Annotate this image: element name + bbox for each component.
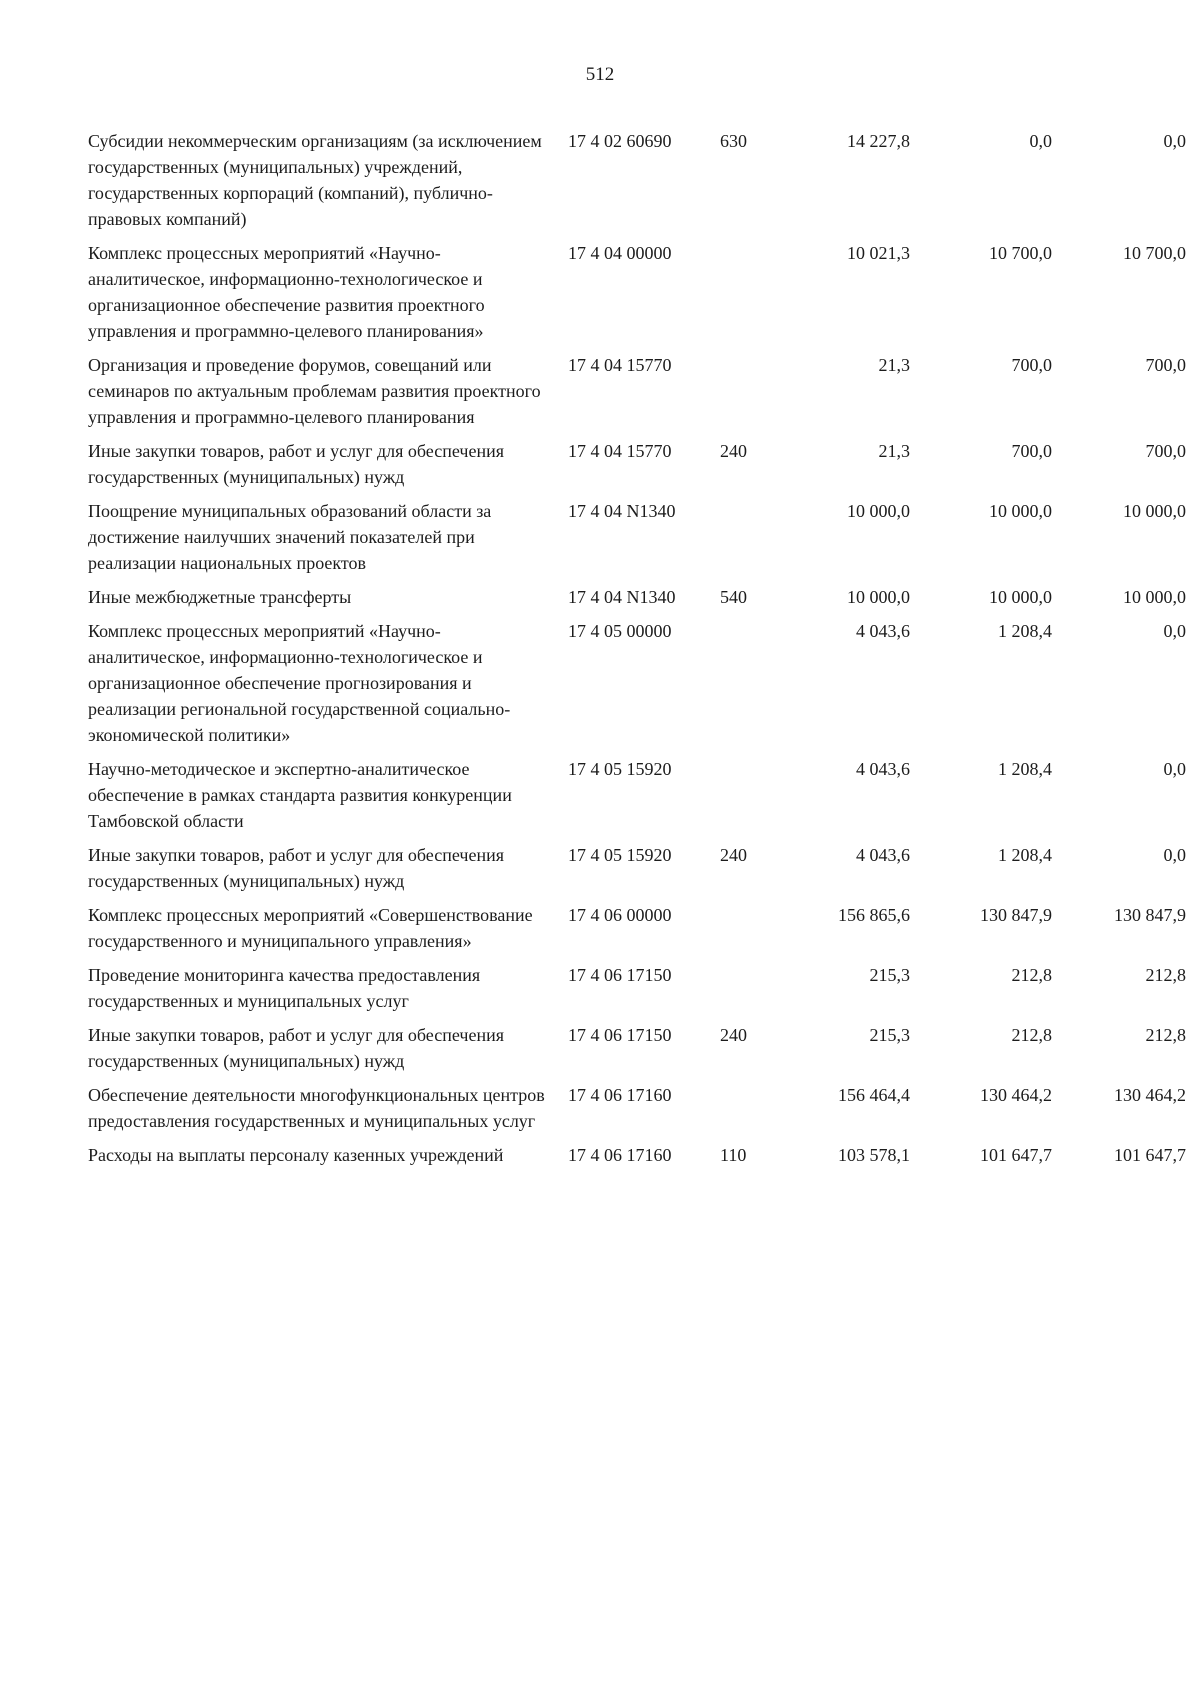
table-row — [88, 352, 1186, 438]
target-article-code: 17 4 05 15920 — [568, 845, 672, 865]
expense-name: Субсидии некоммерческим организациям (за исключением государственных (муниципальных) учреждений, государственных корпораций (компаний), публично-правовых компаний) — [88, 131, 542, 229]
expense-type-code: 110 — [720, 1145, 747, 1165]
table-row — [88, 584, 1186, 618]
target-article-code: 17 4 06 17150 — [568, 1025, 672, 1045]
amount-year-1: 4 043,6 — [856, 621, 910, 641]
expense-type-code — [720, 902, 768, 962]
expense-type-code — [720, 352, 768, 438]
amount-year-2: 10 000,0 — [989, 501, 1052, 521]
amount-year-2: 1 208,4 — [998, 759, 1052, 779]
amount-year-2: 10 700,0 — [989, 243, 1052, 263]
amount-year-2: 212,8 — [1011, 1025, 1052, 1045]
target-article-code: 17 4 04 15770 — [568, 441, 672, 461]
target-article-code: 17 4 04 15770 — [568, 355, 672, 375]
amount-year-2: 130 464,2 — [980, 1085, 1052, 1105]
amount-year-2: 0,0 — [1029, 131, 1052, 151]
expense-type-code: 540 — [720, 587, 747, 607]
amount-year-3: 212,8 — [1145, 1025, 1186, 1045]
expense-type-code — [720, 498, 768, 584]
expense-name: Комплекс процессных мероприятий «Совершенствование государственного и муниципального управления» — [88, 905, 533, 951]
budget-table-body — [88, 128, 1186, 1176]
target-article-code: 17 4 04 N1340 — [568, 501, 676, 521]
amount-year-3: 0,0 — [1163, 131, 1186, 151]
expense-name: Иные межбюджетные трансферты — [88, 587, 352, 607]
amount-year-1: 215,3 — [869, 1025, 910, 1045]
table-row — [88, 902, 1186, 962]
table-row — [88, 240, 1186, 352]
amount-year-3: 0,0 — [1163, 621, 1186, 641]
page-number: 512 — [585, 64, 615, 85]
table-row — [88, 1082, 1186, 1142]
target-article-code: 17 4 05 15920 — [568, 759, 672, 779]
target-article-code: 17 4 06 00000 — [568, 905, 672, 925]
target-article-code: 17 4 04 N1340 — [568, 587, 676, 607]
table-row — [88, 438, 1186, 498]
amount-year-3: 10 000,0 — [1123, 501, 1186, 521]
amount-year-1: 4 043,6 — [856, 845, 910, 865]
expense-name: Иные закупки товаров, работ и услуг для обеспечения государственных (муниципальных) нужд — [88, 441, 504, 487]
expense-type-code — [720, 756, 768, 842]
amount-year-1: 215,3 — [869, 965, 910, 985]
expense-name: Научно-методическое и экспертно-аналитическое обеспечение в рамках стандарта развития конкуренции Тамбовской области — [88, 759, 512, 831]
amount-year-1: 156 464,4 — [838, 1085, 910, 1105]
expense-name: Расходы на выплаты персоналу казенных учреждений — [88, 1145, 504, 1165]
amount-year-3: 0,0 — [1163, 759, 1186, 779]
expense-name: Обеспечение деятельности многофункциональных центров предоставления государственных и муниципальных услуг — [88, 1085, 545, 1131]
target-article-code: 17 4 04 00000 — [568, 243, 672, 263]
expense-type-code: 630 — [720, 131, 747, 151]
amount-year-2: 1 208,4 — [998, 621, 1052, 641]
expense-name: Комплекс процессных мероприятий «Научно-аналитическое, информационно-технологическое и организационное обеспечение развития проектного управления и программно-целевого планирования» — [88, 243, 485, 341]
expense-type-code: 240 — [720, 845, 747, 865]
amount-year-1: 10 000,0 — [847, 587, 910, 607]
amount-year-3: 700,0 — [1145, 355, 1186, 375]
table-row — [88, 128, 1186, 240]
table-row — [88, 1022, 1186, 1082]
amount-year-1: 14 227,8 — [847, 131, 910, 151]
amount-year-2: 130 847,9 — [980, 905, 1052, 925]
expense-name: Иные закупки товаров, работ и услуг для обеспечения государственных (муниципальных) нужд — [88, 1025, 504, 1071]
amount-year-3: 700,0 — [1145, 441, 1186, 461]
expense-name: Иные закупки товаров, работ и услуг для обеспечения государственных (муниципальных) нужд — [88, 845, 504, 891]
amount-year-3: 10 000,0 — [1123, 587, 1186, 607]
amount-year-1: 4 043,6 — [856, 759, 910, 779]
amount-year-1: 10 021,3 — [847, 243, 910, 263]
amount-year-2: 212,8 — [1011, 965, 1052, 985]
amount-year-1: 21,3 — [878, 355, 910, 375]
table-row — [88, 756, 1186, 842]
expense-name: Организация и проведение форумов, совещаний или семинаров по актуальным проблемам развития проектного управления и программно-целевого планирования — [88, 355, 541, 427]
amount-year-1: 156 865,6 — [838, 905, 910, 925]
amount-year-3: 101 647,7 — [1114, 1145, 1186, 1165]
amount-year-1: 10 000,0 — [847, 501, 910, 521]
target-article-code: 17 4 06 17160 — [568, 1085, 672, 1105]
amount-year-2: 700,0 — [1011, 441, 1052, 461]
expense-type-code — [720, 240, 768, 352]
expense-type-code — [720, 962, 768, 1022]
expense-name: Проведение мониторинга качества предоставления государственных и муниципальных услуг — [88, 965, 481, 1011]
target-article-code: 17 4 05 00000 — [568, 621, 672, 641]
expense-type-code: 240 — [720, 1025, 747, 1045]
table-row — [88, 618, 1186, 756]
target-article-code: 17 4 06 17150 — [568, 965, 672, 985]
amount-year-3: 130 847,9 — [1114, 905, 1186, 925]
table-row — [88, 842, 1186, 902]
amount-year-1: 103 578,1 — [838, 1145, 910, 1165]
table-row — [88, 1142, 1186, 1176]
expense-type-code — [720, 618, 768, 756]
budget-table — [88, 128, 1186, 1176]
expense-name: Комплекс процессных мероприятий «Научно-аналитическое, информационно-технологическое и организационное обеспечение прогнозирования и реализации региональной государственной социально-экономической политики» — [88, 621, 511, 745]
expense-type-code — [720, 1082, 768, 1142]
amount-year-1: 21,3 — [878, 441, 910, 461]
target-article-code: 17 4 06 17160 — [568, 1145, 672, 1165]
table-row — [88, 962, 1186, 1022]
amount-year-2: 10 000,0 — [989, 587, 1052, 607]
expense-type-code: 240 — [720, 441, 747, 461]
expense-name: Поощрение муниципальных образований области за достижение наилучших значений показателей при реализации национальных проектов — [88, 501, 492, 573]
amount-year-2: 1 208,4 — [998, 845, 1052, 865]
amount-year-3: 10 700,0 — [1123, 243, 1186, 263]
table-row — [88, 498, 1186, 584]
target-article-code: 17 4 02 60690 — [568, 131, 672, 151]
amount-year-3: 0,0 — [1163, 845, 1186, 865]
amount-year-3: 130 464,2 — [1114, 1085, 1186, 1105]
amount-year-3: 212,8 — [1145, 965, 1186, 985]
amount-year-2: 700,0 — [1011, 355, 1052, 375]
amount-year-2: 101 647,7 — [980, 1145, 1052, 1165]
